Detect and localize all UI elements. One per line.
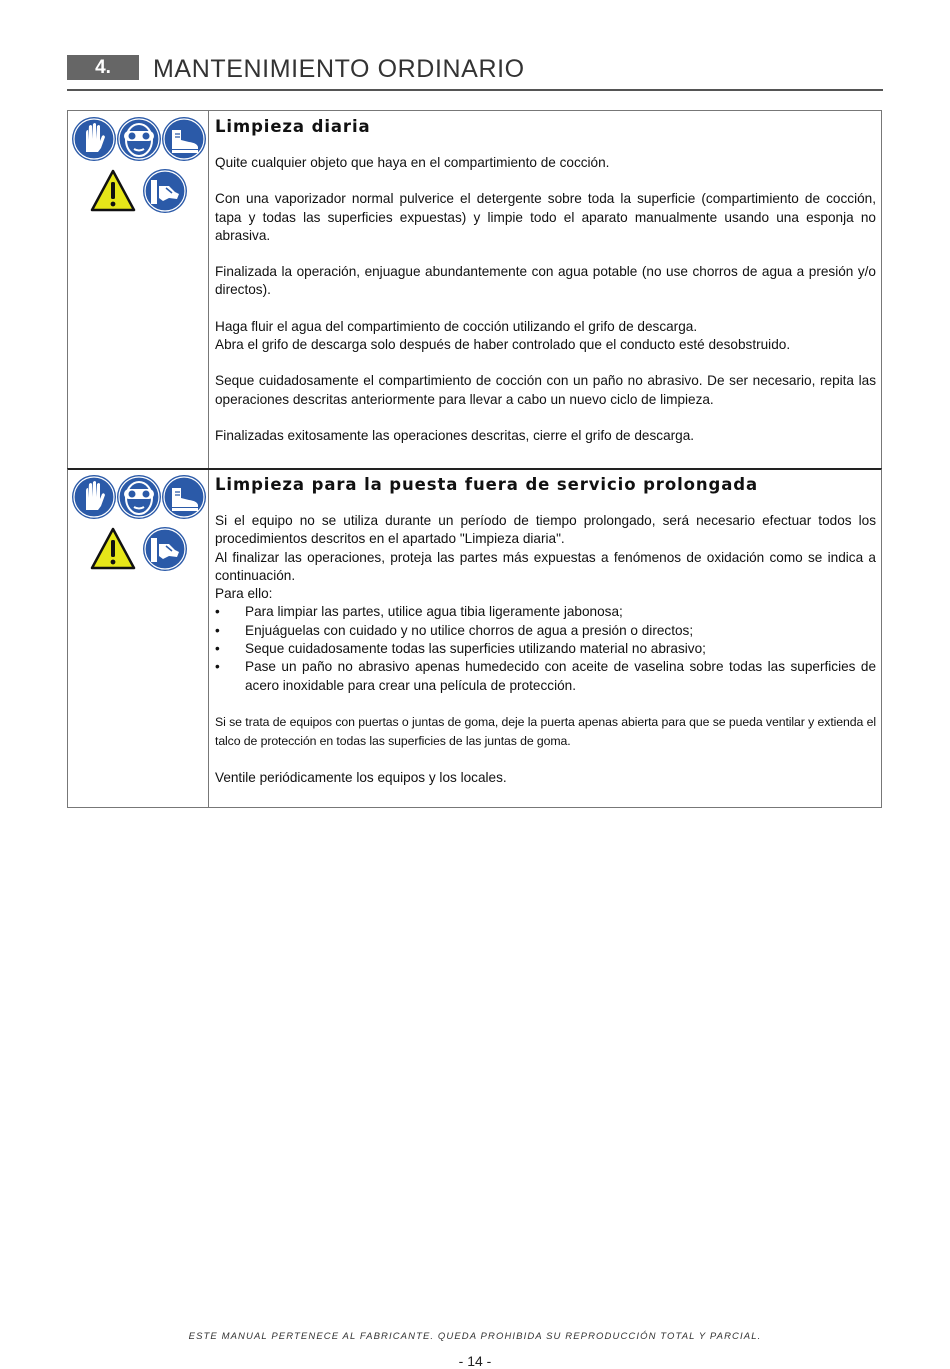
- warning-triangle-icon: [90, 168, 136, 214]
- section-content: [215, 474, 876, 805]
- goggles-icon: [116, 116, 162, 162]
- warning-triangle-icon: [90, 526, 136, 572]
- gloves-icon: [71, 116, 117, 162]
- goggles-icon: [116, 474, 162, 520]
- page-title: MANTENIMIENTO ORDINARIO: [153, 55, 525, 83]
- list-item: • Enjuáguelas con cuidado y no utilice chorros de agua a presión o directos;: [215, 622, 876, 640]
- paragraph: Para ello:: [215, 586, 273, 602]
- paragraph: Haga fluir el agua del compartimiento de cocción utilizando el grifo de descarga.: [215, 318, 698, 334]
- paragraph: Finalizada la operación, enjuague abundantemente con agua potable (no use chorros de agua a presión y/o directos).: [215, 264, 876, 298]
- page-number: - 14 -: [458, 1353, 492, 1369]
- paragraph: Quite cualquier objeto que haya en el compartimiento de cocción.: [215, 155, 610, 170]
- hands-operator-icon: [142, 168, 188, 214]
- paragraph: Si el equipo no se utiliza durante un período de tiempo prolongado, será necesario efectuar todos los procedimientos descritos en el apartado "Limpieza diaria".: [215, 513, 876, 547]
- paragraph: Si se trata de equipos con puertas o juntas de goma, deje la puerta apenas abierta para que se pueda ventilar y extienda el talco de protección en todas las superficies de las juntas de goma.: [215, 714, 876, 748]
- list-item: • Pase un paño no abrasivo apenas humedecido con aceite de vaselina sobre todas las superficies de acero inoxidable para crear una película de protección.: [215, 658, 876, 695]
- icon-column: [68, 470, 209, 807]
- header-divider: [67, 89, 883, 91]
- section-title: Limpieza para la puesta fuera de servicio prolongada: [215, 475, 759, 494]
- section-number: 4.: [67, 55, 139, 80]
- paragraph: Seque cuidadosamente el compartimiento de cocción con un paño no abrasivo. De ser necesario, repita las operaciones descritas anteriormente para llevar a cabo un nuevo ciclo de limpieza.: [215, 373, 876, 407]
- icon-column: [68, 111, 209, 468]
- bullet-list: [215, 603, 876, 694]
- copyright-notice: ESTE MANUAL PERTENECE AL FABRICANTE. QUEDA PROHIBIDA SU REPRODUCCIÓN TOTAL Y PARCIAL.: [188, 1331, 762, 1342]
- safety-shoes-icon: [161, 474, 207, 520]
- section-content: [215, 116, 876, 463]
- gloves-icon: [71, 474, 117, 520]
- list-item: • Seque cuidadosamente todas las superficies utilizando material no abrasivo;: [215, 640, 876, 658]
- safety-shoes-icon: [161, 116, 207, 162]
- hands-operator-icon: [142, 526, 188, 572]
- section-prolonged-shutdown: [67, 468, 882, 808]
- paragraph: Ventile periódicamente los equipos y los locales.: [215, 769, 507, 785]
- section-title: Limpieza diaria: [215, 117, 371, 136]
- list-item: • Para limpiar las partes, utilice agua tibia ligeramente jabonosa;: [215, 603, 876, 621]
- paragraph: Con una vaporizador normal pulverice el detergente sobre toda la superficie (compartimiento de cocción, tapa y todas las superficies expuestas) y limpie todo el aparato manualmente usando una esponja no abrasiva.: [215, 191, 876, 243]
- paragraph: Abra el grifo de descarga solo después de haber controlado que el conducto esté desobstruido.: [215, 337, 791, 353]
- paragraph: Al finalizar las operaciones, proteja las partes más expuestas a fenómenos de oxidación como se indica a continuación.: [215, 549, 876, 583]
- section-daily-cleaning: [67, 110, 882, 469]
- paragraph: Finalizadas exitosamente las operaciones descritas, cierre el grifo de descarga.: [215, 427, 695, 443]
